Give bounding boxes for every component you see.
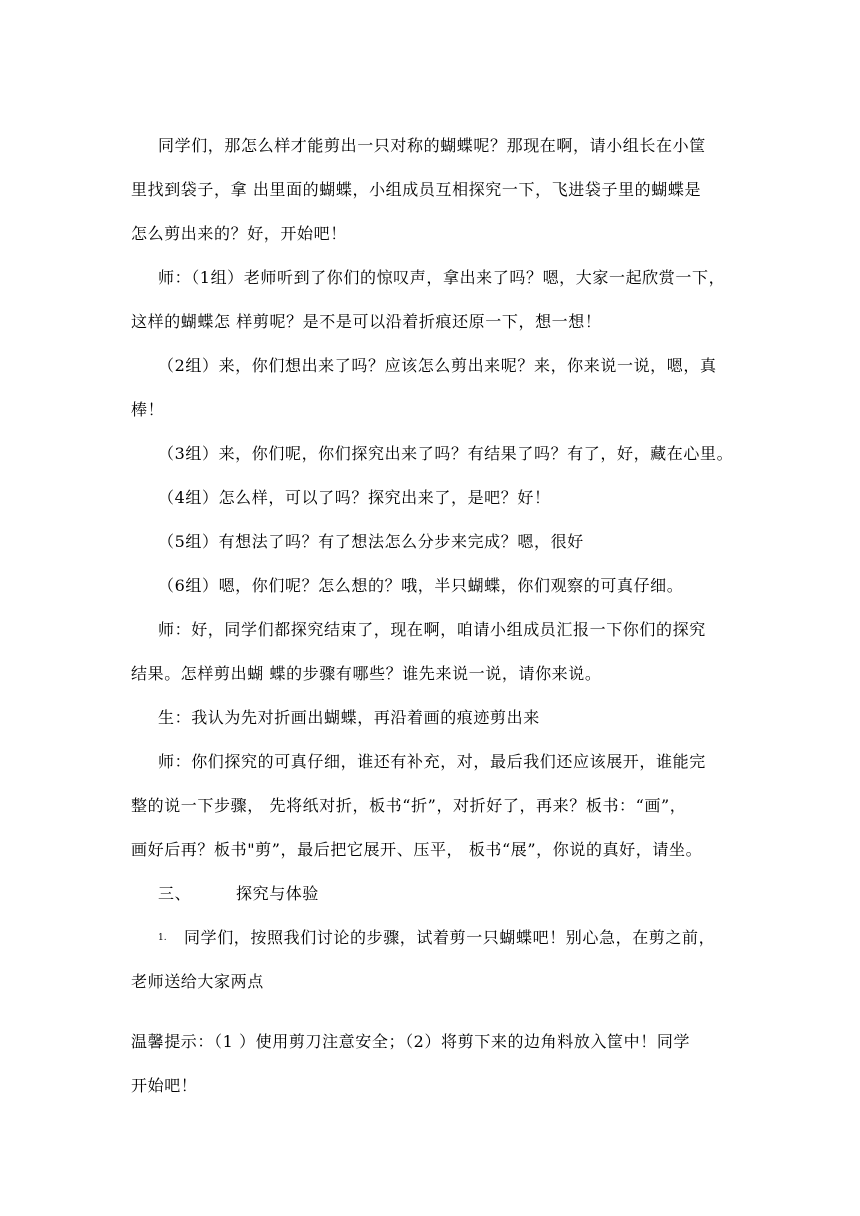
paragraph-line: （5组）有想法了吗？有了想法怎么分步来完成？嗯，很好 <box>158 532 584 551</box>
paragraph-line: （4组）怎么样，可以了吗？探究出来了，是吧？好！ <box>158 488 551 507</box>
paragraph-line: 这样的蝴蝶怎 样剪呢？是不是可以沿着折痕还原一下，想一想！ <box>131 312 602 331</box>
item-text-line: 同学们，按照我们讨论的步骤，试着剪一只蝴蝶吧！别心急，在剪之前， <box>184 928 716 947</box>
section-title: 探究与体验 <box>236 884 320 903</box>
paragraph-line: 里找到袋子，拿 出里面的蝴蝶，小组成员互相探究一下，飞进袋子里的蝴蝶是 <box>131 180 702 199</box>
paragraph-line: 同学们，那怎么样才能剪出一只对称的蝴蝶呢？那现在啊，请小组长在小筐 <box>158 136 706 155</box>
paragraph-line: 结果。怎样剪出蝴 蝶的步骤有哪些？谁先来说一说，请你来说。 <box>131 664 602 683</box>
tip-text-line: 开始吧！ <box>131 1076 198 1095</box>
paragraph-line: 生：我认为先对折画出蝴蝶，再沿着画的痕迹剪出来 <box>158 708 540 727</box>
paragraph-line: 画好后再？板书"剪”，最后把它展开、压平， 板书“展”，你说的真好，请坐。 <box>131 840 703 859</box>
paragraph-line: 怎么剪出来的？好，开始吧！ <box>131 224 347 243</box>
paragraph-line: 师：你们探究的可真仔细，谁还有补充，对，最后我们还应该展开，谁能完 <box>158 752 706 771</box>
paragraph-line: 棒！ <box>131 400 165 419</box>
paragraph-line: 师：好，同学们都探究结束了，现在啊，咱请小组成员汇报一下你们的探究 <box>158 620 706 639</box>
tip-text-line: 温馨提示：（1 ）使用剪刀注意安全；（2）将剪下来的边角料放入筐中！同学 <box>131 1032 691 1051</box>
item-text-line: 老师送给大家两点 <box>131 972 264 991</box>
paragraph-line: （6组）嗯，你们呢？怎么想的？哦，半只蝴蝶，你们观察的可真仔细。 <box>158 576 684 595</box>
paragraph-line: 整的说一下步骤， 先将纸对折，板书“折”，对折好了，再来？板书：“画”， <box>131 796 687 815</box>
paragraph-line: 师：（1组）老师听到了你们的惊叹声，拿出来了吗？嗯，大家一起欣赏一下， <box>158 268 726 287</box>
item-number: 1. <box>158 933 167 943</box>
section-number: 三、 <box>158 884 192 903</box>
paragraph-line: （3组）来，你们呢，你们探究出来了吗？有结果了吗？有了，好，藏在心里。 <box>158 444 734 463</box>
paragraph-line: （2组）来，你们想出来了吗？应该怎么剪出来呢？来，你来说一说，嗯，真 <box>158 356 717 375</box>
